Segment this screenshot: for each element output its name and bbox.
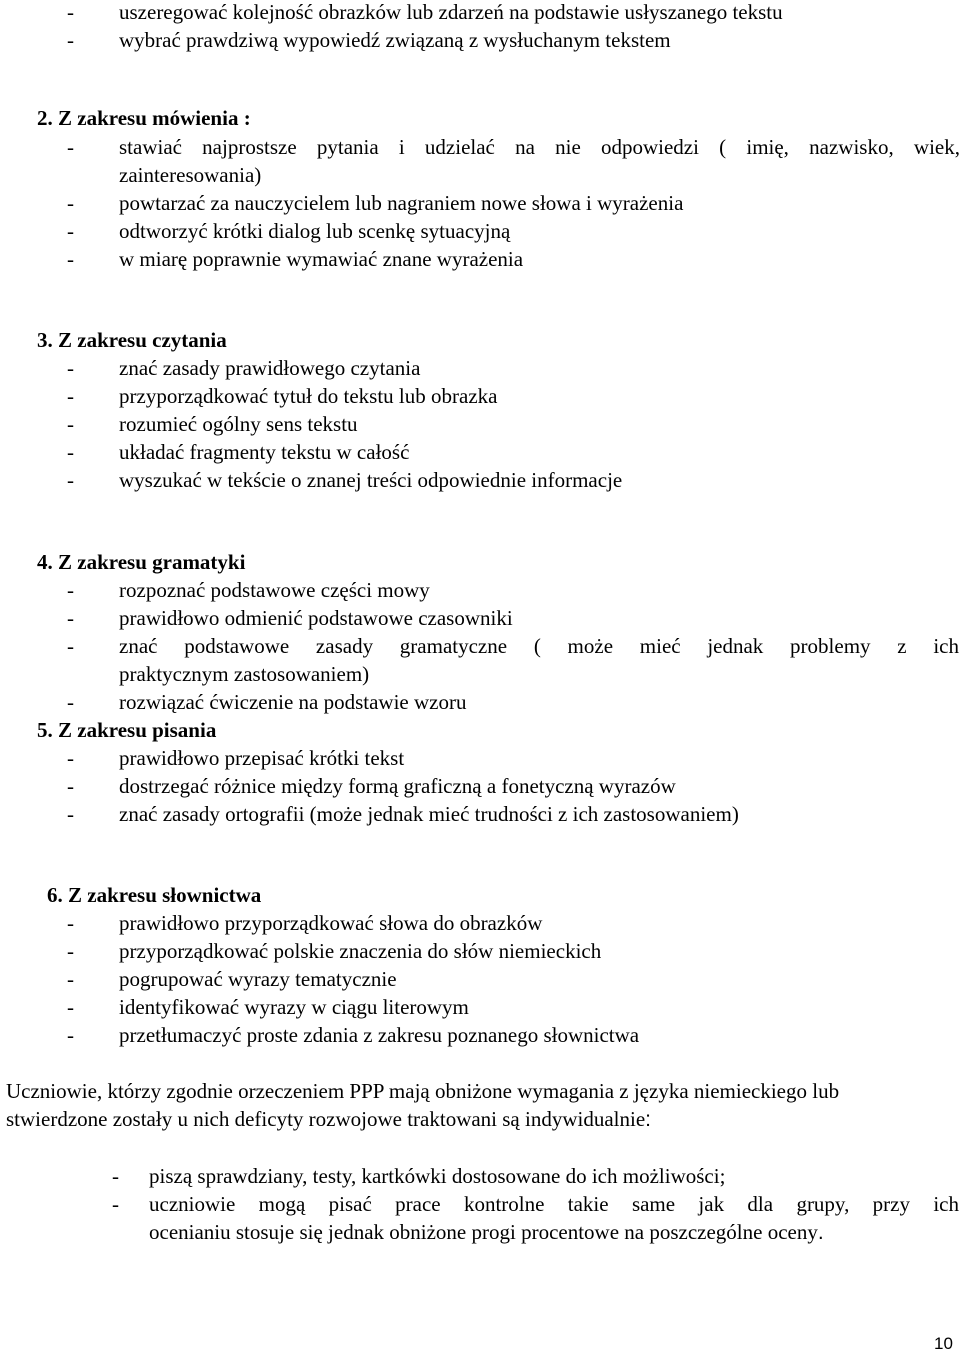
list-item: prawidłowo przyporządkować słowa do obrazków [119,911,543,935]
list-item: pogrupować wyrazy tematycznie [119,967,397,991]
list-item: wybrać prawdziwą wypowiedź związaną z wysłuchanym tekstem [119,28,671,52]
closing-paragraph-text: stwierdzone zostały u nich deficyty rozwojowe traktowani są indywidualnie [6,1107,646,1131]
list-item: rozwiązać ćwiczenie na podstawie wzoru [119,690,467,714]
list-item: stawiać najprostsze pytania i udzielać na nie odpowiedzi ( imię, nazwisko, wiek, [119,135,960,159]
list-item: znać zasady prawidłowego czytania [119,356,421,380]
closing-paragraph-line: Uczniowie, którzy zgodnie orzeczeniem PPP mają obniżone wymagania z języka niemieckiego lub [6,1079,840,1103]
list-item-continuation: praktycznym zastosowaniem) [119,662,370,686]
list-bullet: - [67,967,74,991]
list-item: prawidłowo przepisać krótki tekst [119,746,405,770]
closing-period: . [817,1221,824,1244]
list-item: układać fragmenty tekstu w całość [119,440,410,464]
list-bullet: - [67,939,74,963]
section-heading-speaking: 2. Z zakresu mówienia : [37,106,251,130]
list-bullet: - [67,468,74,492]
list-item: przyporządkować polskie znaczenia do słów niemieckich [119,939,602,963]
list-bullet: - [67,634,74,658]
list-item: uczniowie mogą pisać prace kontrolne takie same jak dla grupy, przy ich [149,1192,959,1216]
list-bullet: - [67,384,74,408]
closing-colon: : [645,1108,651,1131]
list-bullet: - [67,28,74,52]
list-bullet: - [67,911,74,935]
list-item: odtworzyć krótki dialog lub scenkę sytuacyjną [119,219,511,243]
section-heading-reading: 3. Z zakresu czytania [37,328,227,352]
list-bullet: - [67,219,74,243]
list-bullet: - [67,1023,74,1047]
section-heading-grammar: 4. Z zakresu gramatyki [37,550,246,574]
list-bullet: - [67,135,74,159]
list-item: wyszukać w tekście o znanej treści odpowiednie informacje [119,468,623,492]
list-item: znać zasady ortografii (może jednak mieć trudności z ich zastosowaniem) [119,802,739,826]
list-bullet: - [112,1164,119,1188]
list-bullet: - [67,412,74,436]
list-item: prawidłowo odmienić podstawowe czasowniki [119,606,513,630]
list-item: przetłumaczyć proste zdania z zakresu poznanego słownictwa [119,1023,640,1047]
list-bullet: - [67,774,74,798]
list-item: powtarzać za nauczycielem lub nagraniem nowe słowa i wyrażenia [119,191,684,215]
list-bullet: - [67,995,74,1019]
list-item: uszeregować kolejność obrazków lub zdarzeń na podstawie usłyszanego tekstu [119,0,783,24]
list-item-text: ocenianiu stosuje się jednak obniżone progi procentowe na poszczególne oceny [149,1220,818,1244]
list-item: piszą sprawdziany, testy, kartkówki dostosowane do ich możliwości; [149,1164,726,1188]
list-bullet: - [67,578,74,602]
list-bullet: - [67,356,74,380]
list-bullet: - [67,746,74,770]
section-heading-vocabulary: 6. Z zakresu słownictwa [47,883,262,907]
list-item: przyporządkować tytuł do tekstu lub obrazka [119,384,498,408]
list-bullet: - [112,1192,119,1216]
list-item-continuation [149,1218,824,1247]
list-item: rozpoznać podstawowe części mowy [119,578,430,602]
list-item: dostrzegać różnice między formą graficzną a fonetyczną wyrazów [119,774,676,798]
page-number: 10 [934,1334,953,1353]
list-item-continuation: zainteresowania) [119,163,262,187]
section-heading-writing: 5. Z zakresu pisania [37,718,217,742]
list-bullet: - [67,191,74,215]
list-bullet: - [67,802,74,826]
list-bullet: - [67,606,74,630]
list-item: w miarę poprawnie wymawiać znane wyrażenia [119,247,524,271]
list-bullet: - [67,440,74,464]
list-bullet: - [67,0,74,24]
closing-paragraph-line [6,1105,651,1134]
list-item: rozumieć ogólny sens tekstu [119,412,358,436]
list-item: identyfikować wyrazy w ciągu literowym [119,995,469,1019]
list-bullet: - [67,247,74,271]
list-bullet: - [67,690,74,714]
list-item: znać podstawowe zasady gramatyczne ( może mieć jednak problemy z ich [119,634,959,658]
